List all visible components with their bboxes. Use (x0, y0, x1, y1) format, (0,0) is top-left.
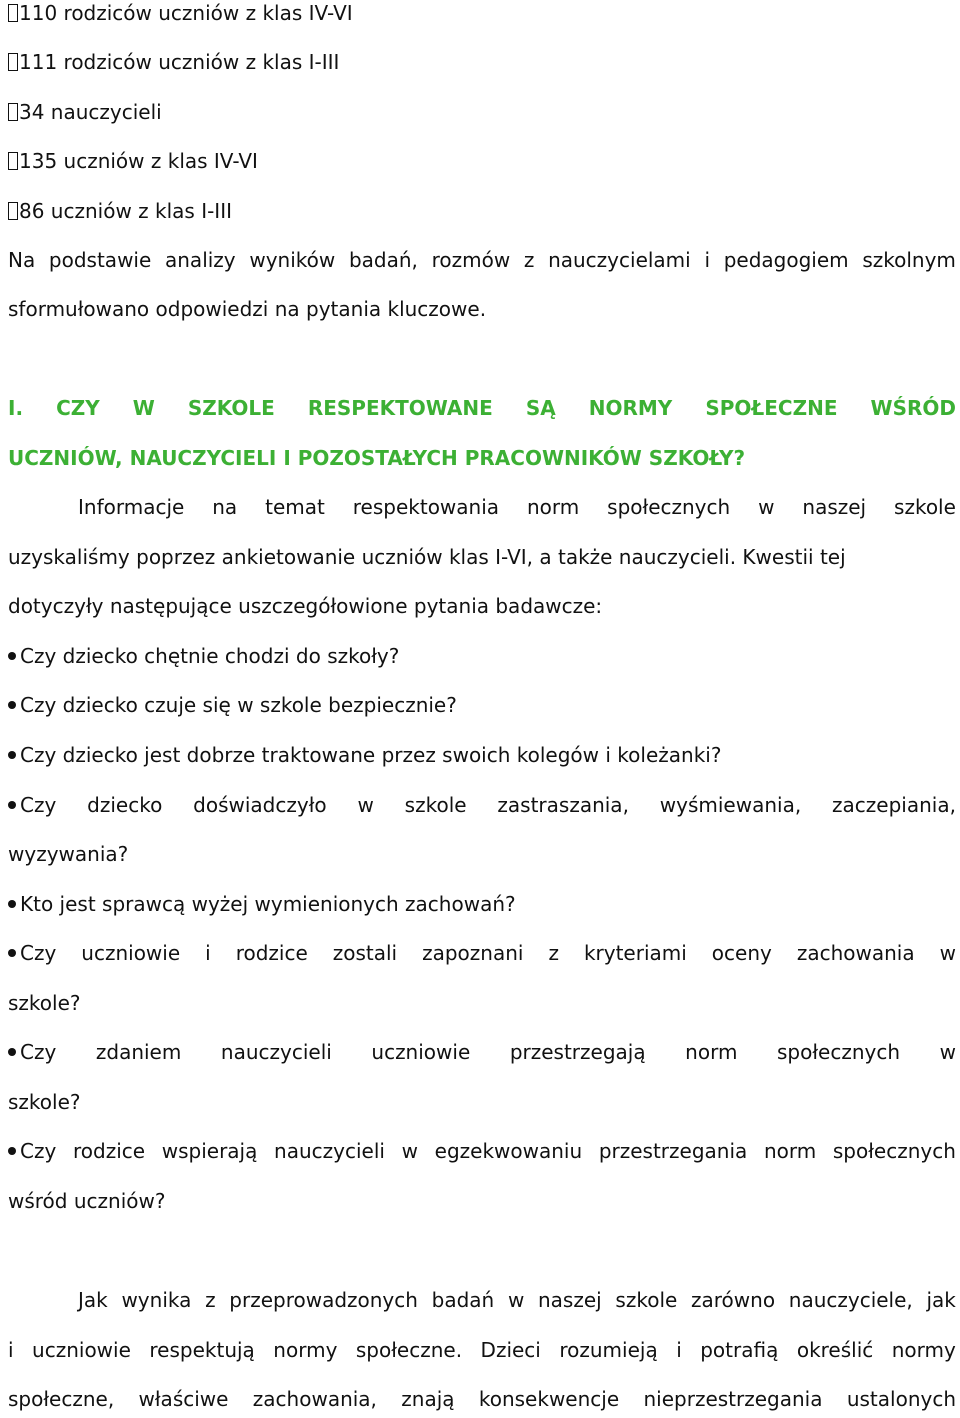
word: w (357, 793, 374, 817)
word: Czy (8, 940, 56, 966)
word: uczniowie (371, 1040, 471, 1064)
word: Dzieci (480, 1338, 541, 1362)
respondent-item: 135 uczniów z klas IV-VI (8, 148, 258, 174)
word: doświadczyło (193, 793, 327, 817)
question-item: Kto jest sprawcą wyżej wymienionych zachowań? (8, 891, 516, 917)
word: na (212, 495, 238, 519)
word: rozmów (431, 248, 511, 272)
word: i (704, 248, 710, 272)
word: szkole (615, 1288, 678, 1312)
bullet-icon (8, 801, 16, 809)
word: normy (273, 1338, 338, 1362)
respondent-item: 110 rodziców uczniów z klas IV-VI (8, 0, 353, 26)
word: SPOŁECZNE (705, 396, 838, 420)
word: i (676, 1338, 682, 1362)
word: podstawie (48, 248, 152, 272)
word: społeczne. (355, 1338, 463, 1362)
word: Czy (8, 1138, 56, 1164)
word: RESPEKTOWANE (307, 396, 493, 420)
word: Czy (8, 792, 56, 818)
word: i (205, 941, 211, 965)
word: wyników (249, 248, 336, 272)
question-continuation: wyzywania? (8, 842, 129, 866)
word: Czy (8, 1039, 56, 1065)
word: potrafią (700, 1338, 779, 1362)
word: NORMY (588, 396, 673, 420)
word: naszej (538, 1288, 602, 1312)
word: badań, (348, 248, 418, 272)
word: przestrzegają (509, 1040, 646, 1064)
word: ustalonych (846, 1387, 956, 1411)
missing-glyph-icon (8, 53, 18, 71)
word: Na (8, 248, 36, 272)
word: wynika (121, 1288, 192, 1312)
word: zaczepiania, (832, 793, 956, 817)
paragraph-line (78, 494, 956, 520)
word: szkole (894, 495, 956, 519)
word: nauczycieli (274, 1139, 385, 1163)
missing-glyph-icon (8, 4, 18, 22)
word: nauczyciele, (788, 1288, 913, 1312)
word: zachowania (796, 941, 915, 965)
word: społecznych (607, 495, 731, 519)
word: nieprzestrzegania (643, 1387, 823, 1411)
word: dziecko (87, 793, 163, 817)
word: w (758, 495, 775, 519)
word: rozumieją (559, 1338, 658, 1362)
word: zapoznani (422, 941, 524, 965)
conclusion-line (78, 1287, 956, 1313)
word: przeprowadzonych (229, 1288, 418, 1312)
word: określić (796, 1338, 874, 1362)
intro-line: sformułowano odpowiedzi na pytania kluczowe. (8, 297, 487, 321)
word: jak (926, 1288, 956, 1312)
word: CZY (56, 396, 100, 420)
word: uczniowie (32, 1338, 131, 1362)
missing-glyph-icon (8, 152, 18, 170)
bullet-icon (8, 900, 16, 908)
word: zostali (332, 941, 398, 965)
word: z (205, 1288, 216, 1312)
bullet-icon (8, 652, 16, 660)
word: W (132, 396, 155, 420)
bullet-icon (8, 701, 16, 709)
word: znają (401, 1387, 455, 1411)
word: nauczycieli (220, 1040, 332, 1064)
word: wspierają (161, 1139, 258, 1163)
word: norm (526, 495, 580, 519)
word: z (548, 941, 559, 965)
word: egzekwowaniu (434, 1139, 583, 1163)
respondent-item: 111 rodziców uczniów z klas I-III (8, 49, 339, 75)
question-item: Czy dziecko czuje się w szkole bezpiecznie? (8, 692, 457, 718)
word: w (507, 1288, 525, 1312)
word: Jak (78, 1288, 108, 1312)
respondent-item: 86 uczniów z klas I-III (8, 198, 232, 224)
question-item (8, 1138, 956, 1164)
word: i (8, 1338, 14, 1362)
section-heading: UCZNIÓW, NAUCZYCIELI I POZOSTAŁYCH PRACOWNIKÓW SZKOŁY? (8, 446, 746, 470)
question-item (8, 940, 956, 966)
word: w (939, 941, 956, 965)
word: oceny (711, 941, 772, 965)
word: normy (891, 1338, 956, 1362)
word: temat (265, 495, 325, 519)
word: właściwe (138, 1387, 229, 1411)
bullet-icon (8, 1048, 16, 1056)
word: norm (763, 1139, 817, 1163)
word: Informacje (78, 495, 185, 519)
word: I. (8, 396, 24, 420)
word: zdaniem (95, 1040, 182, 1064)
word: rodzice (235, 941, 308, 965)
bullet-icon (8, 949, 16, 957)
word: kryteriami (583, 941, 687, 965)
conclusion-line (8, 1386, 956, 1412)
missing-glyph-icon (8, 103, 18, 121)
word: analizy (165, 248, 236, 272)
word: respektowania (352, 495, 500, 519)
word: w (939, 1040, 956, 1064)
question-item: Czy dziecko jest dobrze traktowane przez swoich kolegów i koleżanki? (8, 742, 721, 768)
word: z (523, 248, 535, 272)
word: pedagogiem (723, 248, 849, 272)
bullet-icon (8, 1147, 16, 1155)
paragraph-line: uzyskaliśmy poprzez ankietowanie uczniów klas I-VI, a także nauczycieli. Kwestii tej (8, 545, 846, 569)
word: społecznych (776, 1040, 901, 1064)
word: naszej (802, 495, 867, 519)
paragraph-line: dotyczyły następujące uszczegółowione pytania badawcze: (8, 594, 603, 618)
word: szkolnym (862, 248, 956, 272)
word: nauczycielami (548, 248, 691, 272)
word: społecznych (832, 1139, 956, 1163)
word: zarówno (691, 1288, 776, 1312)
question-item (8, 1039, 956, 1065)
word: SZKOLE (187, 396, 275, 420)
missing-glyph-icon (8, 202, 18, 220)
word: badań (431, 1288, 495, 1312)
question-item (8, 792, 956, 818)
word: zastraszania, (497, 793, 629, 817)
word: rodzice (72, 1139, 146, 1163)
word: społeczne, (8, 1387, 115, 1411)
word: norm (685, 1040, 738, 1064)
bullet-icon (8, 751, 16, 759)
word: zachowania, (252, 1387, 377, 1411)
intro-line (8, 247, 956, 273)
question-item: Czy dziecko chętnie chodzi do szkoły? (8, 643, 399, 669)
question-continuation: szkole? (8, 991, 81, 1015)
section-heading (8, 395, 956, 421)
question-continuation: wśród uczniów? (8, 1189, 166, 1213)
word: wyśmiewania, (659, 793, 802, 817)
word: SĄ (525, 396, 556, 420)
respondent-item: 34 nauczycieli (8, 99, 162, 125)
word: w (401, 1139, 418, 1163)
conclusion-line (8, 1337, 956, 1363)
word: WŚRÓD (870, 396, 956, 420)
word: uczniowie (81, 941, 181, 965)
word: konsekwencje (478, 1387, 620, 1411)
question-continuation: szkole? (8, 1090, 81, 1114)
word: przestrzegania (598, 1139, 748, 1163)
word: respektują (149, 1338, 255, 1362)
word: szkole (404, 793, 467, 817)
